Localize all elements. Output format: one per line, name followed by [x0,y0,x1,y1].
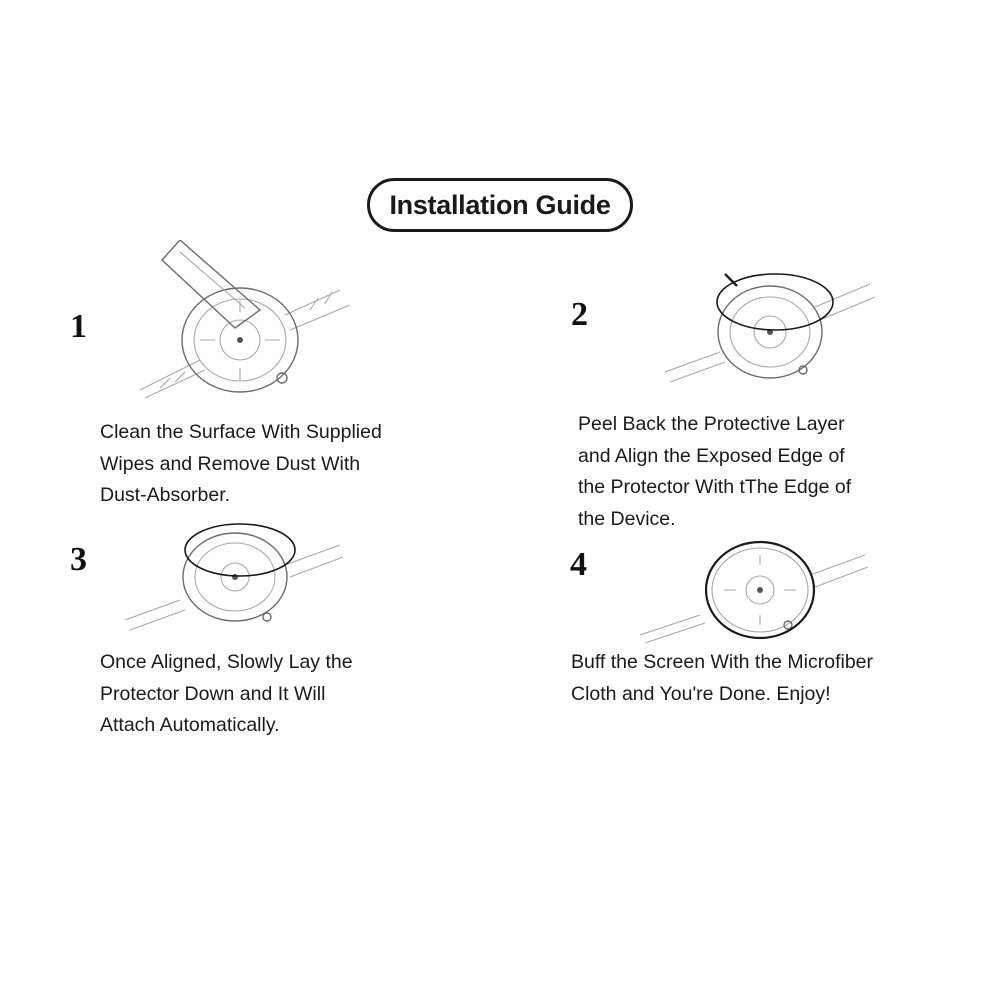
step-4-line: Cloth and You're Done. Enjoy! [571,682,831,705]
title-badge [367,178,633,232]
step-3-line: Protector Down and It Will [100,682,326,705]
page-title: Installation Guide [389,189,611,220]
step-3-instructions [100,647,353,742]
step-2-instructions [578,409,851,535]
step-2-line: the Protector With tThe Edge of [578,476,852,498]
step-2-line: the Device. [578,507,676,530]
step-2-watch-align-illustration [665,262,885,392]
step-1-instructions [100,417,382,512]
step-3-number: 3 [70,541,87,578]
step-4-number: 4 [570,546,587,583]
step-3-watch-lay-illustration [125,515,345,635]
step-1-line: Clean the Surface With Supplied [100,421,382,443]
step-2-line: Peel Back the Protective Layer [578,413,845,435]
step-1-watch-wipe-illustration [140,240,470,400]
step-1-line: Dust-Absorber. [100,484,231,506]
step-2-line: and Align the Exposed Edge of [578,444,845,467]
step-2-number: 2 [571,296,588,333]
step-3-line: Attach Automatically. [100,714,280,736]
step-1-number: 1 [70,308,87,345]
step-1-line: Wipes and Remove Dust With [100,452,361,475]
step-4-watch-done-illustration [640,535,870,645]
step-4-line: Buff the Screen With the Microfiber [571,651,874,673]
step-4-instructions [571,647,873,710]
step-3-line: Once Aligned, Slowly Lay the [100,651,353,673]
